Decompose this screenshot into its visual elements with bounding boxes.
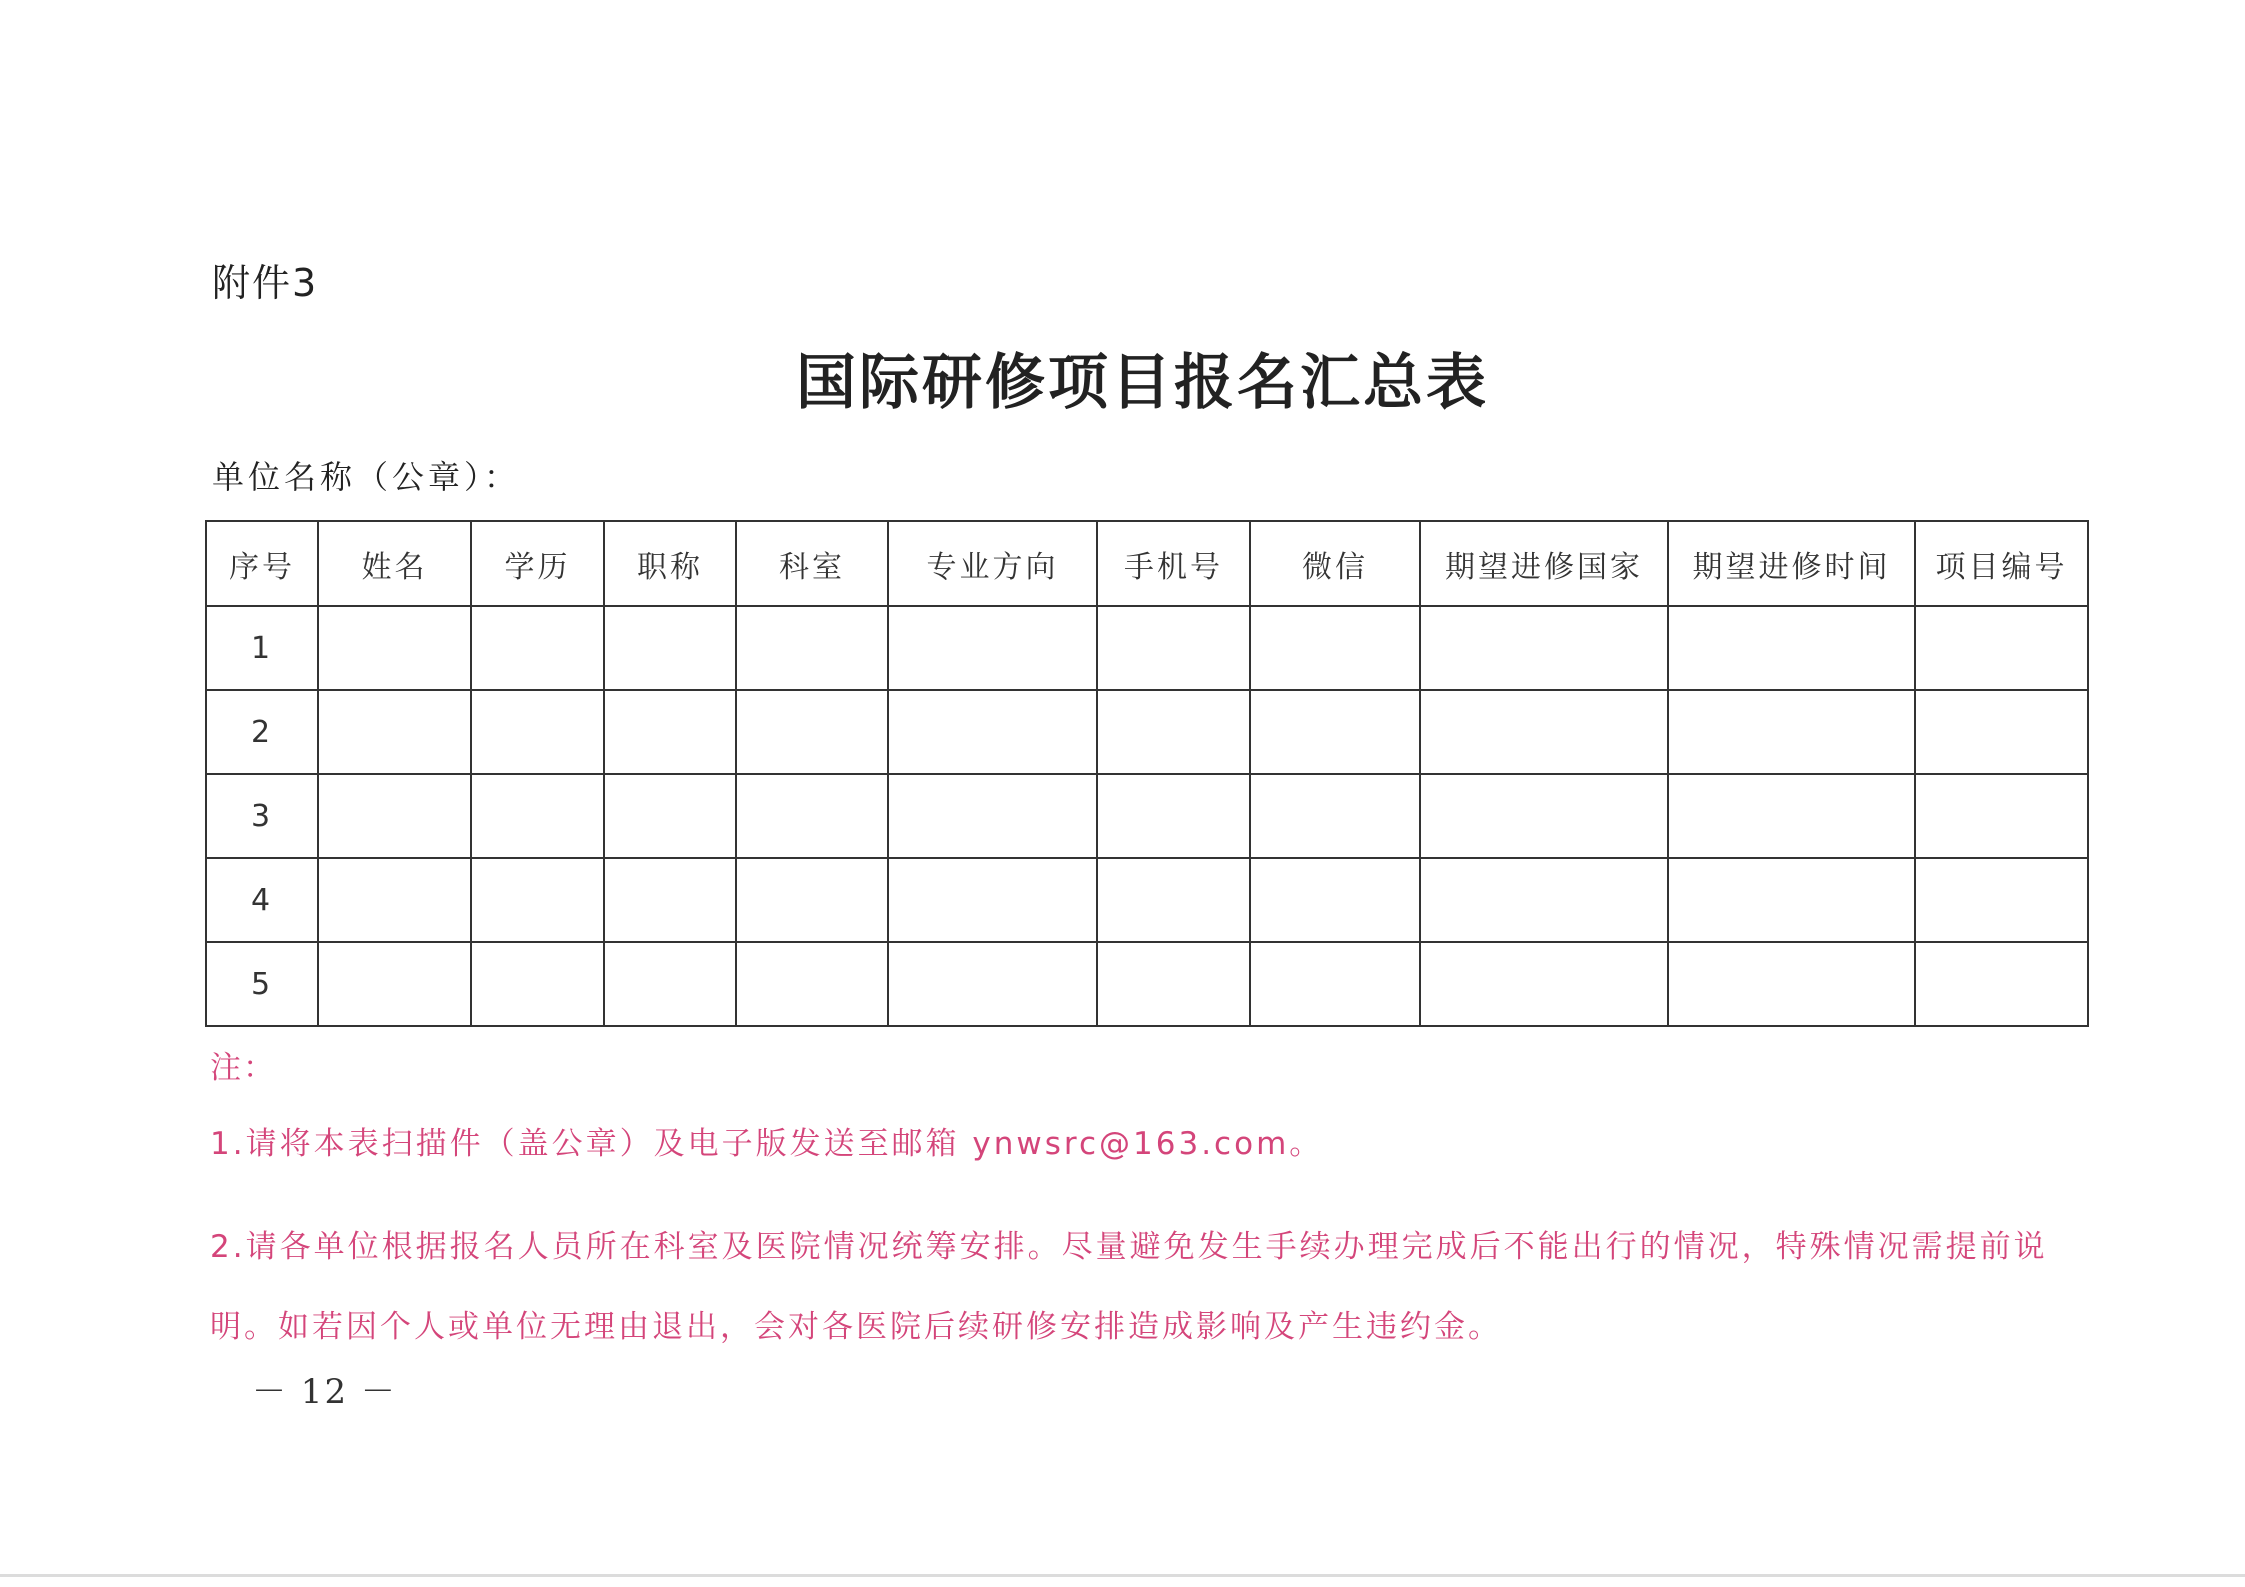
phone-cell[interactable]: [1097, 942, 1250, 1026]
department-cell[interactable]: [736, 606, 888, 690]
country-cell[interactable]: [1420, 858, 1668, 942]
document-title: 国际研修项目报名汇总表: [796, 348, 1489, 418]
project-code-cell[interactable]: [1915, 858, 2088, 942]
column-header-country: 期望进修国家: [1420, 521, 1668, 606]
name-cell[interactable]: [318, 858, 471, 942]
attachment-label: 附件3: [212, 261, 319, 305]
phone-cell[interactable]: [1097, 774, 1250, 858]
row-seq-cell: 5: [206, 942, 318, 1026]
country-cell[interactable]: [1420, 606, 1668, 690]
table-row: [206, 690, 2088, 774]
column-header-title: 职称: [604, 521, 736, 606]
wechat-cell[interactable]: [1250, 942, 1420, 1026]
column-header-project-code: 项目编号: [1915, 521, 2088, 606]
table-row: [206, 858, 2088, 942]
row-seq-cell: 1: [206, 606, 318, 690]
phone-cell[interactable]: [1097, 858, 1250, 942]
title-cell[interactable]: [604, 606, 736, 690]
phone-cell[interactable]: [1097, 606, 1250, 690]
column-header-phone: 手机号: [1097, 521, 1250, 606]
name-cell[interactable]: [318, 774, 471, 858]
name-cell[interactable]: [318, 942, 471, 1026]
note-item-2: 2.请各单位根据报名人员所在科室及医院情况统筹安排。尽量避免发生手续办理完成后不能出行的情况，特殊情况需提前说明。如若因个人或单位无理由退出，会对各医院后续研修安排造成影响及产生违约金。: [210, 1229, 2048, 1345]
row-seq-cell: 4: [206, 858, 318, 942]
time-cell[interactable]: [1668, 606, 1915, 690]
time-cell[interactable]: [1668, 690, 1915, 774]
wechat-cell[interactable]: [1250, 858, 1420, 942]
education-cell[interactable]: [471, 606, 604, 690]
column-header-seq: 序号: [206, 521, 318, 606]
country-cell[interactable]: [1420, 690, 1668, 774]
department-cell[interactable]: [736, 942, 888, 1026]
name-cell[interactable]: [318, 690, 471, 774]
time-cell[interactable]: [1668, 774, 1915, 858]
education-cell[interactable]: [471, 774, 604, 858]
department-cell[interactable]: [736, 690, 888, 774]
specialty-cell[interactable]: [888, 774, 1097, 858]
wechat-cell[interactable]: [1250, 606, 1420, 690]
title-cell[interactable]: [604, 690, 736, 774]
specialty-cell[interactable]: [888, 858, 1097, 942]
department-cell[interactable]: [736, 858, 888, 942]
time-cell[interactable]: [1668, 942, 1915, 1026]
row-seq-cell: 2: [206, 690, 318, 774]
phone-cell[interactable]: [1097, 690, 1250, 774]
table-header-row: [206, 521, 2088, 606]
project-code-cell[interactable]: [1915, 942, 2088, 1026]
note-item-1: 1.请将本表扫描件（盖公章）及电子版发送至邮箱 ynwsrc@163.com。: [210, 1126, 1324, 1162]
title-cell[interactable]: [604, 774, 736, 858]
registration-summary-table: [205, 520, 2089, 1027]
name-cell[interactable]: [318, 606, 471, 690]
education-cell[interactable]: [471, 690, 604, 774]
wechat-cell[interactable]: [1250, 774, 1420, 858]
registration-table-container: [205, 520, 2087, 1027]
bottom-divider: [0, 1574, 2245, 1577]
column-header-specialty: 专业方向: [888, 521, 1097, 606]
project-code-cell[interactable]: [1915, 690, 2088, 774]
column-header-education: 学历: [471, 521, 604, 606]
table-row: [206, 942, 2088, 1026]
page-number: － 12 －: [252, 1372, 397, 1412]
column-header-time: 期望进修时间: [1668, 521, 1915, 606]
column-header-department: 科室: [736, 521, 888, 606]
title-cell[interactable]: [604, 858, 736, 942]
column-header-wechat: 微信: [1250, 521, 1420, 606]
project-code-cell[interactable]: [1915, 774, 2088, 858]
project-code-cell[interactable]: [1915, 606, 2088, 690]
time-cell[interactable]: [1668, 858, 1915, 942]
table-row: [206, 606, 2088, 690]
row-seq-cell: 3: [206, 774, 318, 858]
title-cell[interactable]: [604, 942, 736, 1026]
specialty-cell[interactable]: [888, 942, 1097, 1026]
table-row: [206, 774, 2088, 858]
country-cell[interactable]: [1420, 774, 1668, 858]
notes-heading: 注：: [210, 1050, 276, 1086]
education-cell[interactable]: [471, 942, 604, 1026]
notes-section: [210, 1042, 2090, 1367]
specialty-cell[interactable]: [888, 690, 1097, 774]
wechat-cell[interactable]: [1250, 690, 1420, 774]
column-header-name: 姓名: [318, 521, 471, 606]
education-cell[interactable]: [471, 858, 604, 942]
unit-name-label: 单位名称（公章）：: [212, 458, 521, 496]
department-cell[interactable]: [736, 774, 888, 858]
country-cell[interactable]: [1420, 942, 1668, 1026]
specialty-cell[interactable]: [888, 606, 1097, 690]
